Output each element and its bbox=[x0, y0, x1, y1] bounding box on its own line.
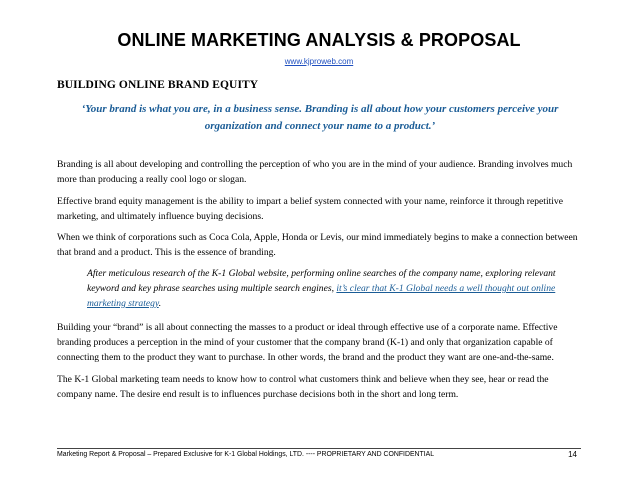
footer-text: Marketing Report & Proposal – Prepared Exclusive for K-1 Global Holdings, LTD. ---- PROPRIETARY AND CONFIDENTIAL bbox=[57, 451, 435, 458]
brand-quote: ‘Your brand is what you are, in a business sense. Branding is all about how your customers perceive your organization and connect your name to a product.’ bbox=[81, 103, 559, 132]
paragraph-corporations: When we think of corporations such as Coca Cola, Apple, Honda or Levis, our mind immediately begins to make a connection between that brand and a product. This is the essence of branding. bbox=[57, 232, 578, 258]
page-number: 14 bbox=[568, 450, 577, 459]
paragraph-branding-definition: Branding is all about developing and controlling the perception of who you are in the mind of your audience. Branding involves much more than producing a really cool logo or slogan. bbox=[57, 159, 573, 185]
blockquote-emphasis-text: it’s clear that K-1 Global needs a well thought out online marketing strategy bbox=[87, 283, 556, 309]
blockquote-end-text: . bbox=[158, 298, 162, 309]
paragraph-building-brand: Building your “brand” is all about connecting the masses to a product or ideal through effective use of a corporate name. Effective branding produces a perception in the mind of your customer that the company brand (K-1) and only that organization capable of connecting them to the product they want to purchase. In other words, the brand and the product they want are one-and-the-same. bbox=[57, 322, 558, 363]
section-heading: BUILDING ONLINE BRAND EQUITY bbox=[57, 79, 259, 91]
blockquote-plain-text: After meticulous research of the K-1 Global website, performing online searches of the company name, exploring relevant keyword and key phrase searches using multiple search engines, bbox=[87, 268, 556, 294]
paragraph-brand-equity: Effective brand equity management is the ability to impart a belief system connected with your name, reinforce it through repetitive marketing, and ultimately influence buying decisions. bbox=[57, 196, 563, 222]
document-title: ONLINE MARKETING ANALYSIS & PROPOSAL bbox=[117, 30, 521, 50]
footer-divider bbox=[57, 448, 581, 449]
paragraph-marketing-team: The K-1 Global marketing team needs to know how to control what customers think and believe when they see, hear or read the company name. The desire end result is to influences purchase decisions both in the short and long term. bbox=[57, 374, 549, 400]
website-link[interactable]: www.kjproweb.com bbox=[284, 57, 354, 66]
research-blockquote bbox=[87, 266, 573, 311]
